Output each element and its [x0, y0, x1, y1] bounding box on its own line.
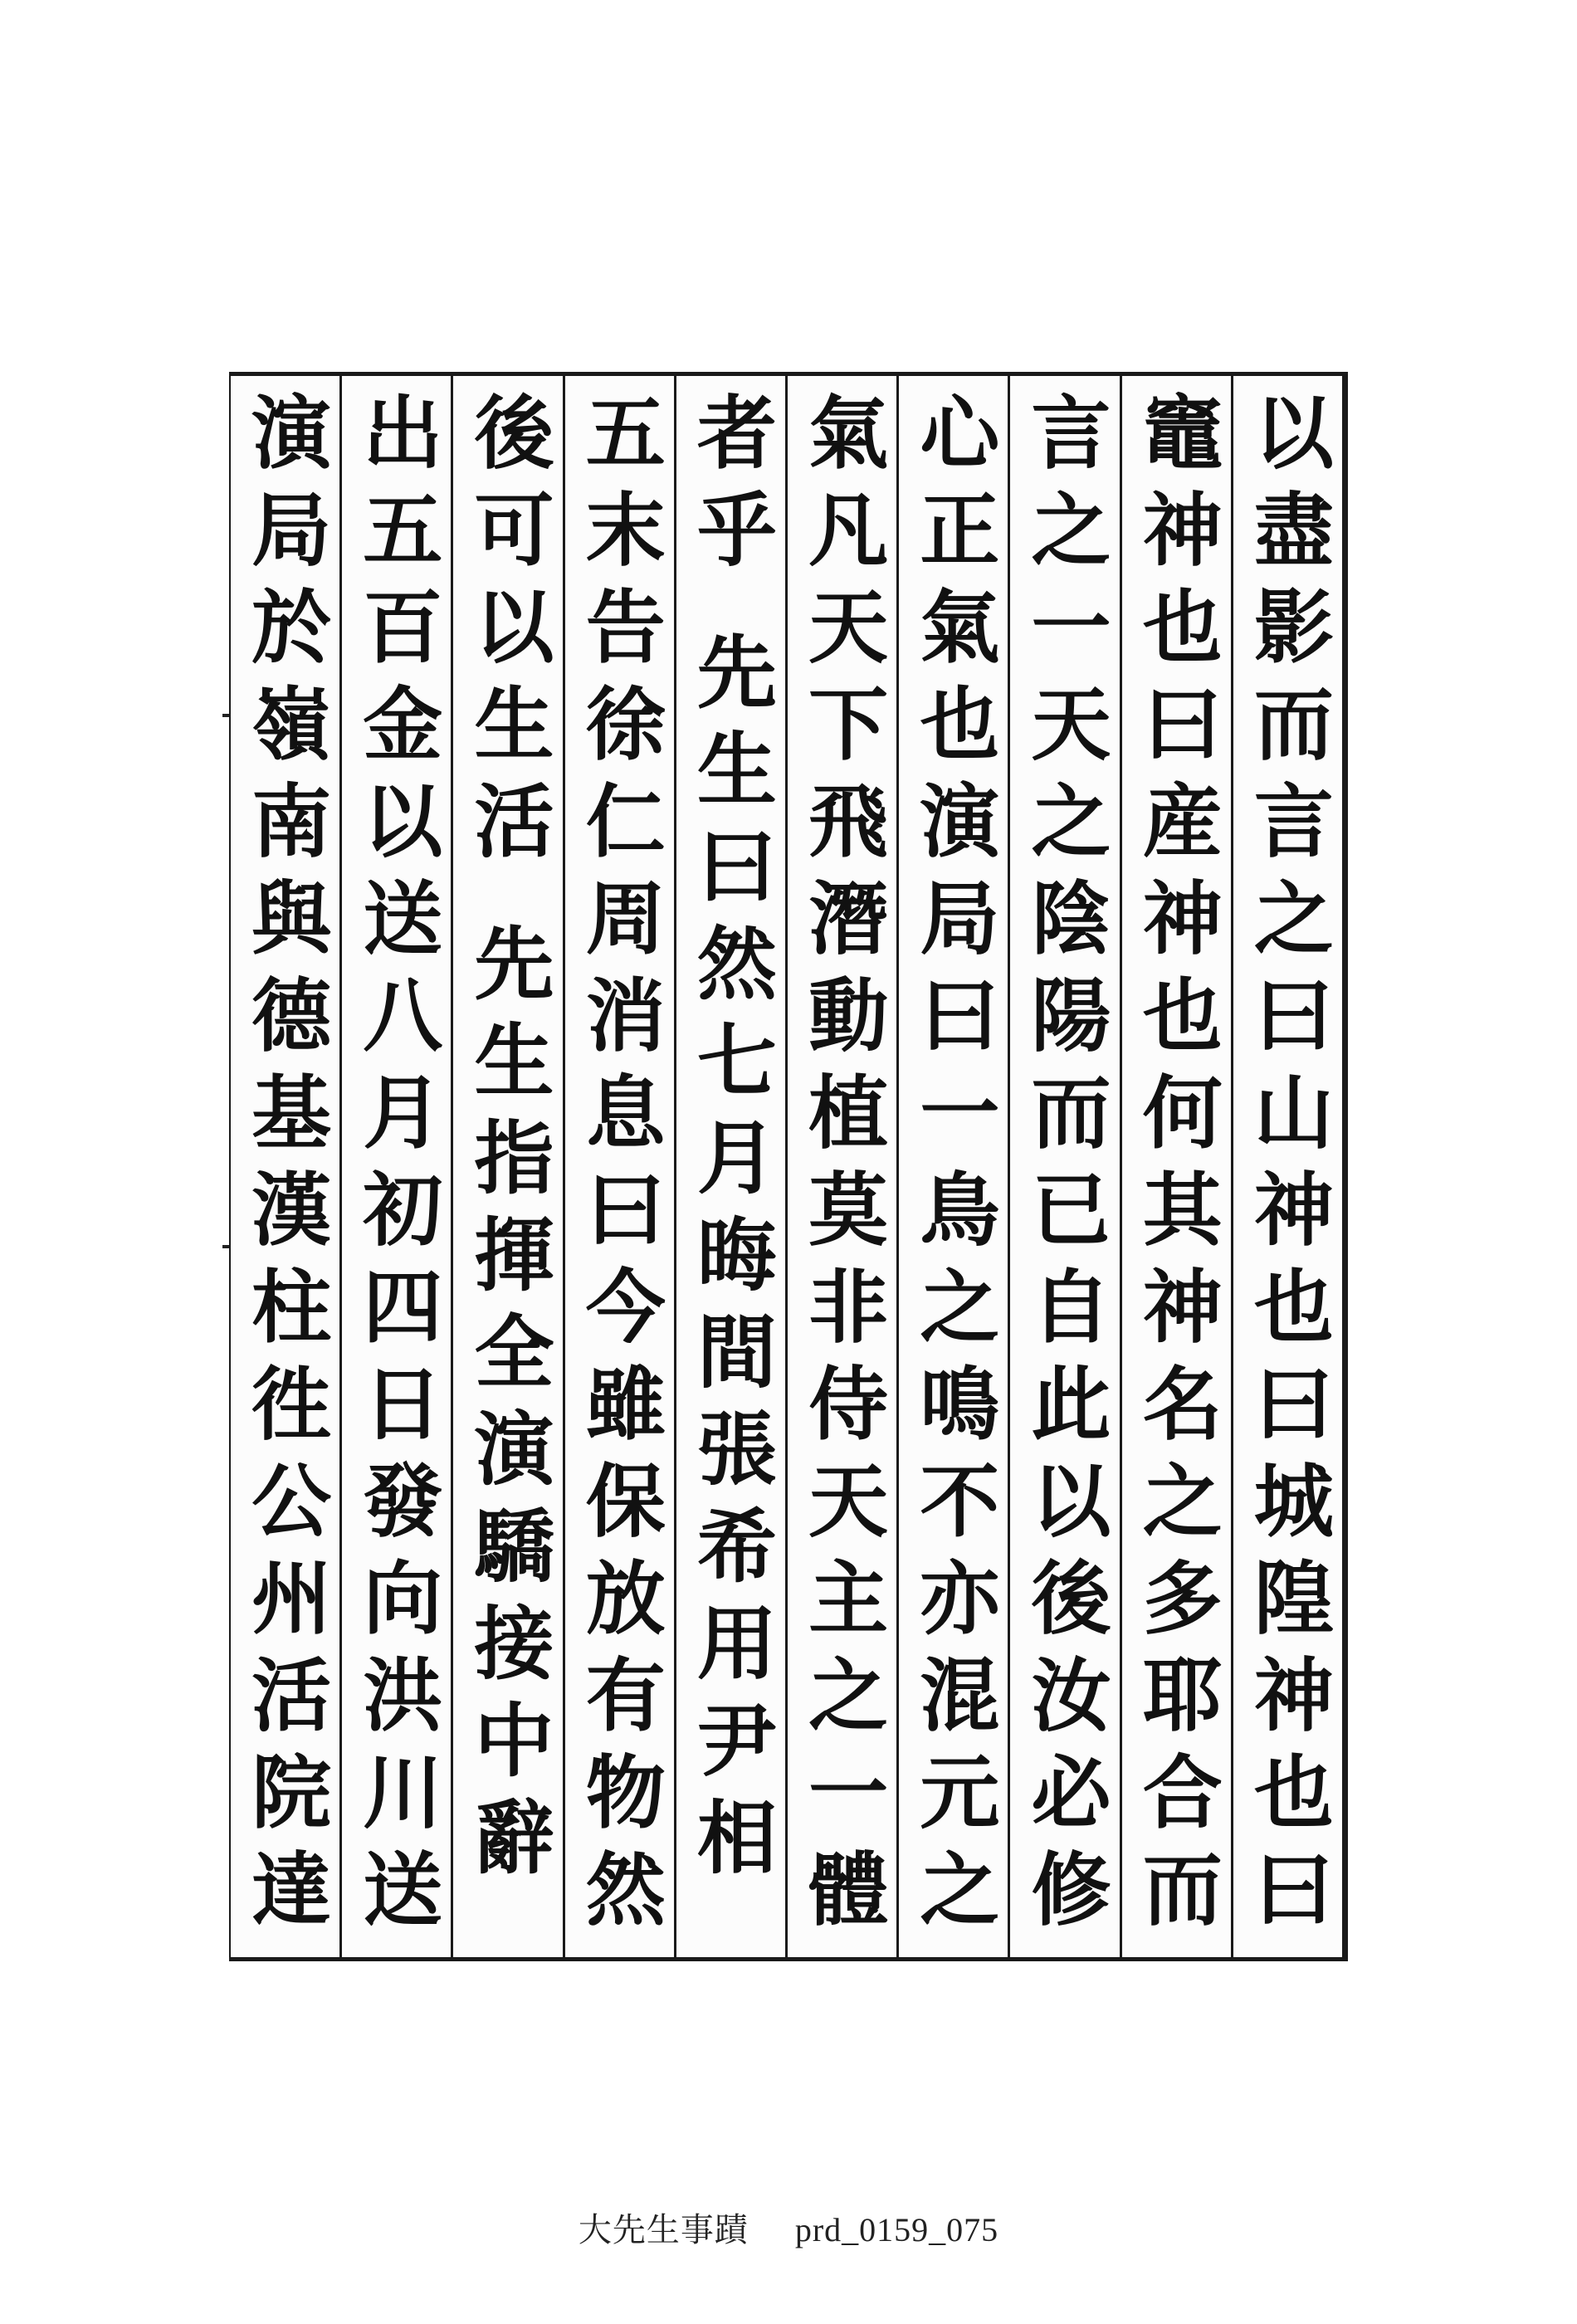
footer-title: 大先生事蹟 — [578, 2211, 749, 2248]
text-column — [1233, 376, 1342, 1957]
column-text: 演局於嶺南與德基漢柱徃公州活院達 — [238, 391, 333, 1945]
column-text: 後可以生活 先生指揮全演驕接中辭 — [461, 391, 555, 1893]
column-text: 心正氣也演局曰一鳥之鳴不亦混元之 — [906, 391, 1001, 1945]
column-text: 出五百金以送八月初四日發向洪川送 — [349, 391, 444, 1945]
text-column — [231, 376, 342, 1957]
text-column — [899, 376, 1010, 1957]
column-text: 氣凡天下飛潛動植莫非侍天主之一體 — [795, 391, 890, 1945]
text-columns — [231, 376, 1342, 1957]
column-text: 竈神也曰産神也何其神名之多耶合而 — [1130, 391, 1224, 1945]
text-column — [565, 376, 676, 1957]
page-footer — [0, 2204, 1577, 2251]
text-column — [788, 376, 899, 1957]
column-text: 言之一天之陰陽而已自此以後汝必修 — [1018, 391, 1113, 1945]
text-column — [453, 376, 564, 1957]
footer-code: prd_0159_075 — [794, 2211, 999, 2248]
text-column — [1122, 376, 1233, 1957]
text-column — [676, 376, 788, 1957]
text-column — [342, 376, 453, 1957]
column-text: 者乎 先生曰然七月晦間張希用尹相 — [684, 391, 779, 1893]
document-page — [229, 372, 1348, 1961]
column-text: 五末告徐仁周消息曰今雖保放有物然 — [573, 391, 667, 1945]
text-column — [1010, 376, 1121, 1957]
column-text: 以盡影而言之曰山神也曰城隍神也曰 — [1241, 391, 1335, 1945]
